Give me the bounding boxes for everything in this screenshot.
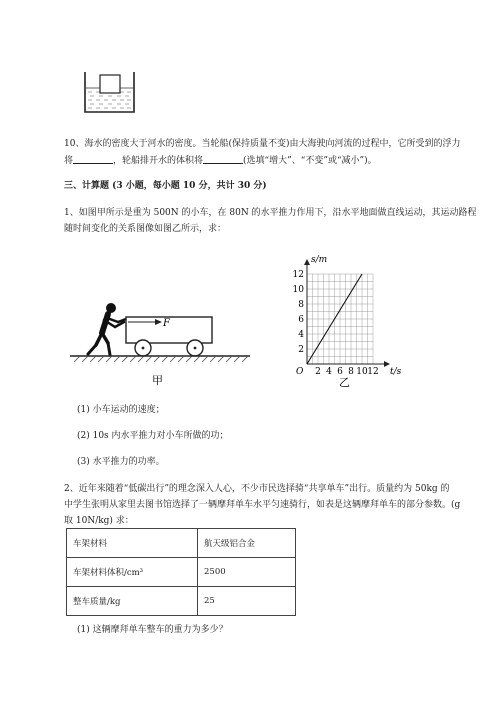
- q2-line3: 取 10N/kg) 求：: [64, 516, 134, 526]
- table-row: [67, 587, 296, 616]
- x-tick-label: 4: [326, 367, 332, 377]
- force-label: F: [163, 318, 170, 329]
- q1-sub1: (1) 小车运动的速度；: [77, 405, 165, 415]
- x-axis-label: t/s: [390, 367, 402, 377]
- q10-line2-a: 将: [64, 156, 74, 166]
- y-axis-label: s/m: [311, 255, 328, 265]
- chart-grid: [307, 274, 373, 364]
- x-tick-label: 6: [337, 367, 343, 377]
- q2-line2: 中学生张明从家里去图书馆选择了一辆摩拜单车水平匀速骑行，如表是这辆摩拜单车的部分参数。(g: [64, 500, 461, 510]
- chart-ticks: [293, 270, 379, 377]
- table-row: [67, 558, 296, 587]
- y-axis-arrow: [304, 259, 310, 265]
- table-row: [67, 529, 296, 558]
- table-cell: 航天级铝合金: [198, 529, 296, 558]
- table-cell: 整车质量/kg: [67, 587, 198, 616]
- q10-line2-c: (选填“增大”、“不变”或“减小”)。: [243, 156, 377, 166]
- y-tick-label: 6: [298, 315, 304, 325]
- table-cell: 25: [198, 587, 296, 616]
- origin-label: O: [296, 367, 304, 377]
- y-tick-label: 2: [298, 345, 304, 355]
- q10-line2-b: ，轮船排开水的体积将: [113, 156, 204, 166]
- q1-sub3: (3) 水平推力的功率。: [77, 457, 165, 467]
- q2-line1: 2、近年来随着“低碳出行”的理念深入人心，不少市民选择骑“共享单车”出行。质量约为 50kg 的: [64, 484, 450, 494]
- section-heading: 三、计算题 (3 小题，每小题 10 分，共计 30 分): [64, 181, 267, 191]
- x-tick-label: 8: [348, 367, 354, 377]
- table-cell: 车架材料: [67, 529, 198, 558]
- x-tick-label: 10: [356, 367, 368, 377]
- table-cell: 车架材料体积/cm³: [67, 558, 198, 587]
- figure-jia-caption: 甲: [152, 374, 163, 387]
- x-tick-label: 2: [315, 367, 321, 377]
- y-tick-label: 10: [292, 285, 304, 295]
- chart-axes: [304, 259, 390, 367]
- y-tick-label: 8: [298, 300, 304, 310]
- q1-line2: 随时间变化的关系图像如图乙所示，求：: [64, 224, 227, 234]
- y-tick-label: 12: [292, 270, 304, 280]
- bike-params-table: [66, 528, 296, 616]
- q10-line1: 10、海水的密度大于河水的密度。当轮船(保持质量不变)由大海驶向河流的过程中，它所受到的浮力: [64, 139, 461, 149]
- q2-sub1: (1) 这辆摩拜单车整车的重力为多少？: [77, 625, 228, 635]
- q1-sub2: (2) 10s 内水平推力对小车所做的功；: [77, 431, 229, 441]
- q1-line1: 1、如图甲所示是重为 500N 的小车，在 80N 的水平推力作用下，沿水平地面做直线运动，其运动路程: [64, 208, 477, 218]
- table-cell: 2500: [198, 558, 296, 587]
- y-tick-label: 4: [298, 330, 304, 340]
- x-tick-label: 12: [367, 367, 379, 377]
- figure-yi-caption: 乙: [339, 376, 350, 389]
